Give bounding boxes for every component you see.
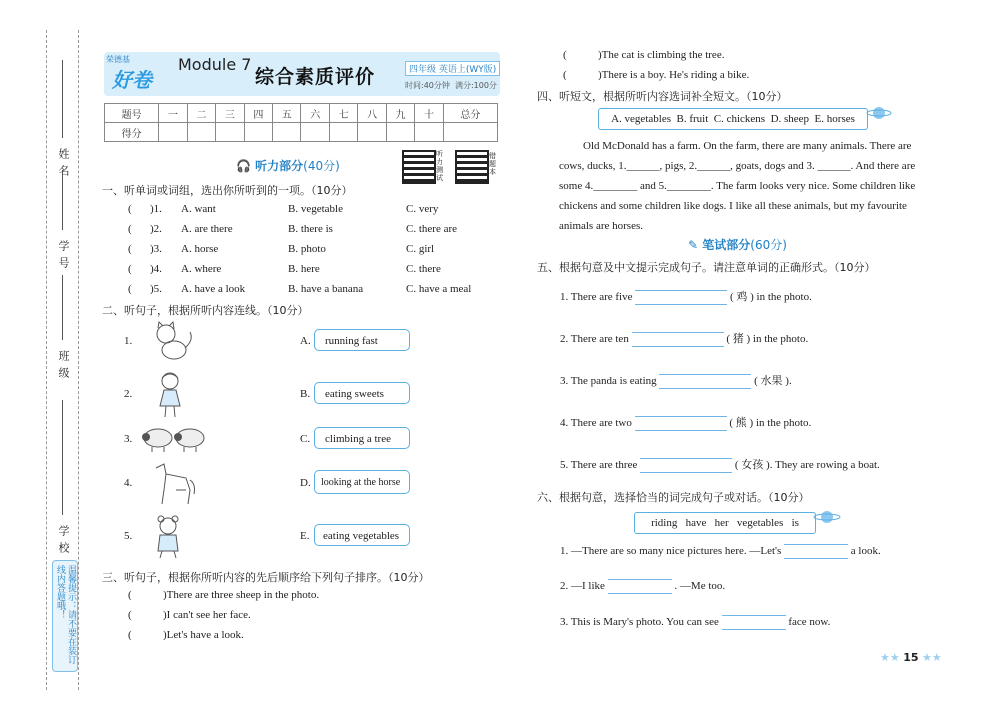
sec5-item (560, 372, 792, 389)
match-number: 5. (124, 530, 133, 542)
sec6-item (560, 544, 881, 559)
list-item: ( )The cat is climbing the tree. (563, 49, 725, 61)
option-a[interactable]: A. are there (181, 223, 233, 235)
id-line (62, 170, 63, 230)
sentence-end: face now. (788, 616, 831, 629)
word-bank: A. vegetables B. fruit C. chickens D. sheep E. horses (598, 108, 868, 130)
answer-field[interactable] (635, 416, 727, 431)
sentence-start: 1. There are five (560, 291, 633, 303)
option-a[interactable]: A. where (181, 263, 222, 275)
sentence-start: 3. This is Mary's photo. You can see (560, 616, 719, 629)
exam-time (405, 80, 497, 91)
school-line (62, 400, 63, 515)
score-cell: 十 (415, 104, 443, 123)
name-line (62, 60, 63, 138)
passage-line: animals are horses. (559, 220, 643, 232)
sentence: )Let's have a look. (163, 629, 244, 641)
score-table-score-row (105, 123, 498, 142)
tip-title: 温馨提示： (66, 565, 76, 610)
sentence-start: 5. There are three (560, 459, 638, 471)
page-title: 综合素质评价 (255, 67, 376, 88)
qr-code-icon-2[interactable] (455, 150, 489, 184)
binding-line (46, 30, 47, 690)
option-c[interactable]: C. girl (406, 243, 435, 255)
item-number: )5. (150, 283, 162, 295)
list-item: ( )There are three sheep in the photo. (128, 589, 320, 601)
answer-field[interactable] (608, 579, 672, 594)
phrase-box[interactable]: eating sweets (314, 382, 410, 404)
tip-box (52, 560, 78, 672)
phrase-box[interactable]: climbing a tree (314, 427, 410, 449)
answer-field[interactable] (784, 544, 848, 559)
sec1-title: 一、听单词或词组，选出你所听到的一项。（10分） (102, 184, 353, 197)
sentence: )There is a boy. He's riding a bike. (598, 69, 750, 81)
score-cell: 九 (386, 104, 414, 123)
class-line (62, 275, 63, 340)
score-cell: 总分 (443, 104, 497, 123)
sentence-start: 2. There are ten (560, 333, 629, 345)
sec3-list (128, 589, 319, 649)
sentence-end: ( 女孩 ). They are rowing a boat. (734, 459, 880, 471)
option-b[interactable]: B. here (288, 263, 320, 275)
score-cell: 二 (187, 104, 215, 123)
match-letter: E. (300, 530, 310, 542)
answer-field[interactable] (632, 332, 724, 347)
headphone-icon: 🎧 (236, 159, 251, 173)
option-a[interactable]: A. horse (181, 243, 219, 255)
score-table (104, 103, 498, 142)
match-number: 2. (124, 388, 133, 400)
brand-logo: 好卷 (112, 68, 152, 92)
sentence-end: ( 熊 ) in the photo. (729, 417, 812, 429)
writing-points: (60分) (750, 238, 787, 252)
passage-line: cows, ducks, 1.______, pigs, 2.______, goats, dogs and 3. ______. And there are (559, 160, 916, 172)
id-label: 学号 (57, 240, 70, 274)
score-cell: 题号 (105, 104, 159, 123)
score-input[interactable] (358, 123, 386, 142)
list-item: ( )1. A. want B. vegetable C. very (128, 203, 439, 215)
planet-icon-2 (813, 506, 841, 528)
page-number-text: 15 (903, 651, 919, 664)
name-label: 姓名 (57, 148, 70, 182)
word-bank-2: riding have her vegetables is (634, 512, 816, 534)
score-cell: 一 (159, 104, 187, 123)
boy-picture[interactable] (152, 515, 188, 560)
score-input[interactable] (415, 123, 443, 142)
option-c[interactable]: C. very (406, 203, 439, 215)
sec5-item (560, 456, 880, 473)
score-cell: 四 (244, 104, 272, 123)
binding-line-inner (78, 30, 79, 690)
time-text: 时间:40分钟 (405, 81, 450, 90)
page-number (880, 651, 942, 664)
option-c[interactable]: C. have a meal (406, 283, 472, 295)
listening-points: (40分) (303, 159, 340, 173)
sentence-end: . —Me too. (674, 580, 726, 593)
qr2-label: 错题本 (489, 152, 496, 176)
answer-field[interactable] (659, 374, 751, 389)
passage-line: some 4.________ and 5.________. The farm looks very nice. Some children like (559, 180, 916, 192)
sec6-title: 六、根据句意，选择恰当的词完成句子或对话。（10分） (537, 491, 810, 504)
sentence-start: 1. —There are so many nice pictures here. —Let's (560, 545, 782, 558)
school-label: 学校 (57, 525, 70, 559)
score-input[interactable] (273, 123, 301, 142)
item-number: )1. (150, 203, 162, 215)
score-input[interactable] (187, 123, 215, 142)
score-table-header-row (105, 104, 498, 123)
sec5-item (560, 288, 812, 305)
option-b[interactable]: B. there is (288, 223, 333, 235)
cat-picture[interactable] (150, 320, 195, 362)
score-cell: 六 (301, 104, 329, 123)
match-letter: A. (300, 335, 311, 347)
sec1-list (128, 203, 498, 303)
score-input[interactable] (159, 123, 187, 142)
sec4-title: 四、听短文，根据所听内容选词补全短文。（10分） (537, 90, 788, 103)
score-input[interactable] (443, 123, 497, 142)
sec5-title: 五、根据句意及中文提示完成句子。请注意单词的正确形式。（10分） (537, 261, 876, 274)
passage (559, 136, 939, 236)
option-b[interactable]: B. vegetable (288, 203, 343, 215)
sec5-item (560, 330, 808, 347)
star-icon: ★★ (922, 651, 942, 664)
writing-heading-text: 笔试部分 (702, 238, 751, 252)
match-letter: C. (300, 433, 311, 445)
match-number: 4. (124, 477, 133, 489)
sentence-end: a look. (850, 545, 881, 558)
class-label: 班级 (57, 350, 70, 384)
full-score-text: 满分:100分 (454, 81, 497, 90)
list-item: ( )2. A. are there B. there is C. there are (128, 223, 457, 235)
option-a[interactable]: A. want (181, 203, 216, 215)
qr-code-icon[interactable] (402, 150, 436, 184)
sentence-start: 3. The panda is eating (560, 375, 657, 387)
girl-picture[interactable] (152, 370, 192, 420)
list-item: ( )5. A. have a look B. have a banana C. have a meal (128, 283, 472, 295)
sentence-end: ( 鸡 ) in the photo. (729, 291, 812, 303)
match-letter: B. (300, 388, 311, 400)
score-cell: 五 (273, 104, 301, 123)
match-number: 3. (124, 433, 133, 445)
horse-picture[interactable] (150, 460, 198, 508)
option-c[interactable]: C. there (406, 263, 441, 275)
score-input[interactable] (386, 123, 414, 142)
score-input[interactable] (216, 123, 244, 142)
phrase-box[interactable]: eating vegetables (314, 524, 410, 546)
option-b[interactable]: B. have a banana (288, 283, 364, 295)
phrase-box[interactable]: running fast (314, 329, 410, 351)
qr1-label: 听力测试 (436, 150, 443, 182)
sec6-item (560, 615, 830, 630)
sentence: )There are three sheep in the photo. (163, 589, 320, 601)
tip-text: 请不要在装订线内答题哦！ (55, 565, 76, 664)
listening-heading (236, 157, 340, 174)
planet-icon (866, 102, 892, 124)
option-b[interactable]: B. photo (288, 243, 326, 255)
grade-badge: 四年级 英语上(WY版) (405, 61, 500, 76)
brand-small: 荣德基 (106, 55, 130, 64)
score-cell: 七 (329, 104, 357, 123)
list-item: ( )I can't see her face. (128, 609, 251, 621)
sheep-picture[interactable] (140, 425, 210, 453)
list-item: ( )Let's have a look. (128, 629, 244, 641)
score-input[interactable] (329, 123, 357, 142)
answer-field[interactable] (640, 458, 732, 473)
sec3-list-cont (563, 49, 749, 89)
module-title: Module 7 (178, 55, 252, 74)
answer-field[interactable] (635, 290, 727, 305)
passage-line: Old McDonald has a farm. On the farm, there are many animals. There are (583, 140, 912, 152)
passage-line: chickens and some children like dogs. I like all these animals, but my favourite (559, 200, 907, 212)
match-letter: D. (300, 477, 311, 489)
item-number: )3. (150, 243, 162, 255)
score-label: 得分 (105, 123, 159, 142)
list-item: ( )There is a boy. He's riding a bike. (563, 69, 750, 81)
sec2-title: 二、听句子，根据所听内容连线。（10分） (102, 304, 309, 317)
item-number: )2. (150, 223, 162, 235)
score-input[interactable] (301, 123, 329, 142)
sentence-end: ( 猪 ) in the photo. (726, 333, 809, 345)
sec6-item (560, 579, 725, 594)
sentence-start: 4. There are two (560, 417, 632, 429)
score-cell: 八 (358, 104, 386, 123)
sentence: )The cat is climbing the tree. (598, 49, 725, 61)
match-number: 1. (124, 335, 133, 347)
sec3-title: 三、听句子，根据你所听内容的先后顺序给下列句子排序。（10分） (102, 571, 430, 584)
phrase-box[interactable]: looking at the horse (314, 470, 410, 494)
sentence: )I can't see her face. (163, 609, 251, 621)
option-c[interactable]: C. there are (406, 223, 457, 235)
list-item: ( )4. A. where B. here C. there (128, 263, 441, 275)
sentence-start: 2. —I like (560, 580, 605, 593)
star-icon: ★★ (880, 651, 900, 664)
score-cell: 三 (216, 104, 244, 123)
item-number: )4. (150, 263, 162, 275)
answer-field[interactable] (722, 615, 786, 630)
option-a[interactable]: A. have a look (181, 283, 246, 295)
listening-heading-text: 听力部分 (255, 159, 304, 173)
pencil-icon: ✎ (688, 238, 699, 252)
list-item: ( )3. A. horse B. photo C. girl (128, 243, 435, 255)
score-input[interactable] (244, 123, 272, 142)
sec5-item (560, 414, 811, 431)
writing-heading (688, 236, 787, 253)
sentence-end: ( 水果 ). (754, 375, 792, 387)
